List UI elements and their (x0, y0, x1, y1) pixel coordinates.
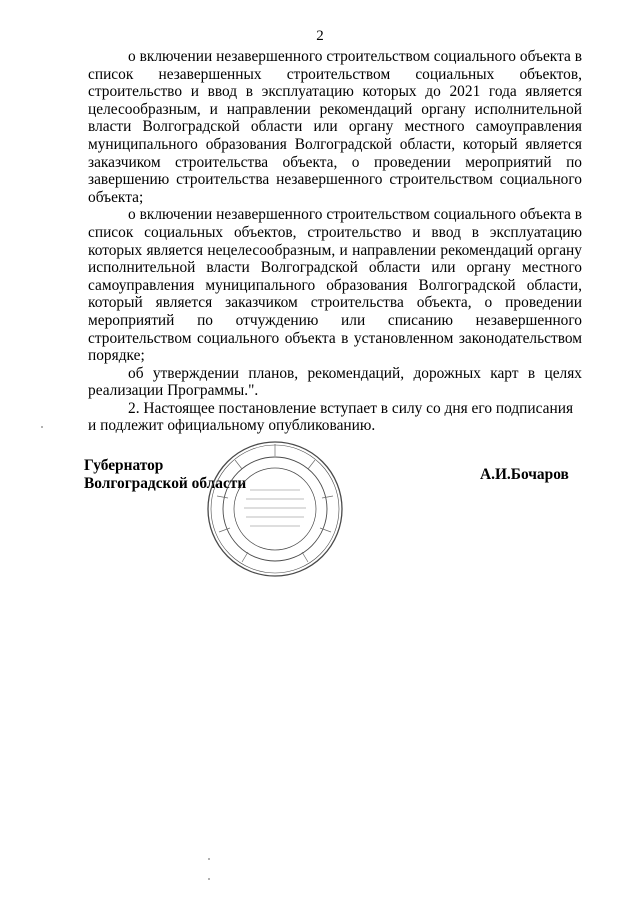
page-number: 2 (316, 28, 324, 44)
signatory-name: А.И.Бочаров (480, 466, 569, 483)
paragraph: 2. Настоящее постановление вступает в силу со дня его подписания и подлежит официальному опубликованию. (88, 399, 574, 435)
scan-speck (208, 878, 210, 880)
paragraph: о включении незавершенного строительством социального объекта в список социальных объектов, строительство и ввод в эксплуатацию которых является нецелесообразным, и направлении рекомендаций органу исполнительной власти Волгоградской области или органу местного самоуправления муниципального образования Волгоградской области, который является заказчиком строительства объекта, о проведении мероприятий по отчуждению или списанию незавершенного строительством социального объекта в установленном законодательством порядке; (88, 206, 582, 365)
official-stamp-seal (204, 438, 346, 580)
scan-speck (41, 426, 43, 428)
paragraph: о включении незавершенного строительством социального объекта в список незавершенных строительством социальных объектов, строительство и ввод в эксплуатацию которых до 2021 года является целесообразным, и направлении рекомендаций органу исполнительной власти Волгоградской области или органу местного самоуправления муниципального образования Волгоградской области, который является заказчиком строительства объекта, о проведении мероприятий по завершению строительства незавершенного строительством социального объекта; (88, 48, 582, 206)
signature-position-line: Губернатор (84, 457, 164, 474)
scan-speck (208, 858, 210, 860)
paragraph: об утверждении планов, рекомендаций, дорожных карт в целях реализации Программы.". (88, 364, 582, 400)
document-body (88, 48, 582, 435)
signature-position-line: Волгоградской области (84, 474, 247, 492)
